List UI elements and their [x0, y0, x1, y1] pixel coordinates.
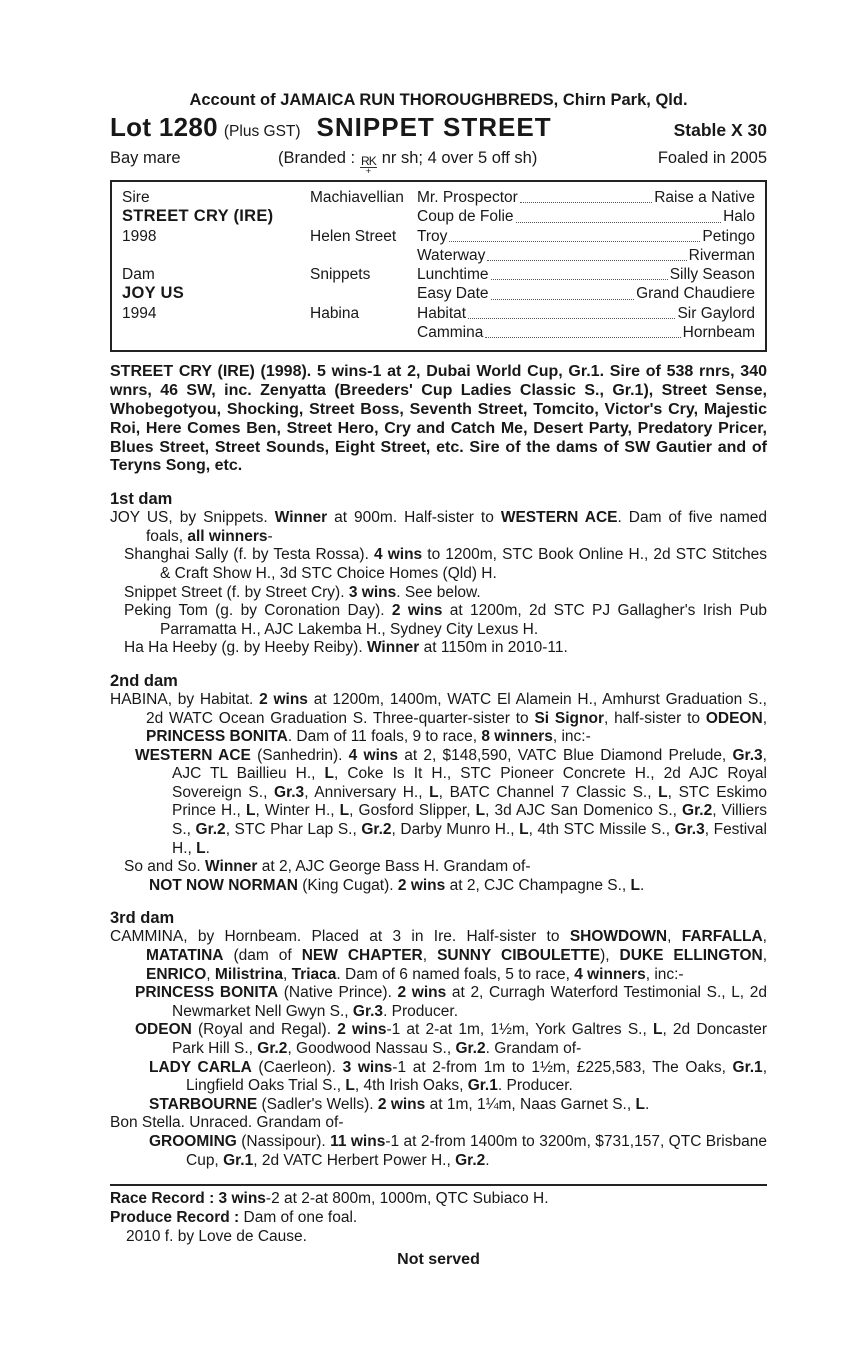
ancestor-name: Waterway [417, 246, 486, 264]
ancestor-sire: Halo [723, 208, 755, 226]
stable-number: Stable X 30 [673, 120, 767, 140]
sex-colour: Bay mare [110, 149, 181, 167]
brand-note [278, 148, 538, 176]
ancestor-name: Mr. Prospector [417, 189, 518, 206]
brand-symbol: + [365, 166, 372, 176]
grandchild-entry: GROOMING (Nassipour). 11 wins-1 at 2-from 1400m to 3200m, $731,157, QTC Brisbane Cup, Gr.1, 2d VATC Herbert Power H., Gr.2. [149, 1132, 767, 1169]
ancestor-name: Coup de Folie [417, 208, 514, 226]
lot-header [110, 112, 767, 143]
foaled-year: Foaled in 2005 [657, 149, 767, 167]
section-first-dam [110, 490, 767, 658]
section-heading: 1st dam [110, 490, 173, 509]
section-heading: 2nd dam [110, 671, 178, 690]
dam-name: JOY US [122, 284, 185, 303]
ancestor-name: Troy [417, 227, 448, 245]
sire-name: STREET CRY (IRE) [122, 207, 274, 226]
race-record: Race Record : 3 wins-2 at 2-at 800m, 1000m, QTC Subiaco H. [110, 1190, 549, 1208]
brand-prefix: (Branded : [278, 149, 356, 167]
dam-year: 1994 [122, 304, 157, 322]
dam-entry: CAMMINA, by Hornbeam. Placed at 3 in Ire. Half-sister to SHOWDOWN, FARFALLA, MATATINA (dam of NEW CHAPTER, SUNNY CIBOULETTE), DUKE ELLINGTON, ENRICO, Milistrina, Triaca. Dam of 6 named foals, 5 to race, 4 winners, inc:- [110, 928, 768, 983]
leader-dots [449, 241, 700, 242]
description-line [110, 148, 767, 176]
grandparent-row [417, 188, 755, 207]
ancestor-sire: Petingo [702, 227, 755, 245]
ancestor-sire: Silly Season [669, 266, 755, 284]
stakes-foal-entry: ODEON (Royal and Regal). 2 wins-1 at 2-at 1m, 1½m, York Galtres S., L, 2d Doncaster Park Hill S., Gr.2, Goodwood Nassau S., Gr.2. Grandam of- [135, 1021, 767, 1057]
ancestor-name: Habitat [417, 304, 467, 322]
foal-entry: Bon Stella. Unraced. Grandam of- [110, 1114, 344, 1132]
ancestor-sire: Raise a Native [654, 189, 755, 206]
foal-entry: Ha Ha Heeby (g. by Heeby Reiby). Winner at 1150m in 2010-11. [124, 639, 568, 657]
sire-dam: Helen Street [310, 227, 397, 245]
grandparent-row [417, 304, 755, 323]
brand-letters: RK [361, 154, 376, 168]
ancestor-sire: Riverman [688, 246, 755, 264]
ancestor-name: Easy Date [417, 285, 489, 303]
ancestor-sire: Sir Gaylord [677, 304, 755, 322]
foal-entry: Peking Tom (g. by Coronation Day). 2 wins at 1200m, 2d STC PJ Gallagher's Irish Pub Parramatta H., AJC Lakemba H., Sydney City Lexus H. [124, 602, 767, 638]
foal-entry: So and So. Winner at 2, AJC George Bass H. Grandam of- [124, 858, 531, 876]
ancestor-name: Lunchtime [417, 266, 489, 284]
foal-entry: Shanghai Sally (f. by Testa Rossa). 4 wins to 1200m, STC Book Online H., 2d STC Stitches & Craft Show H., 3d STC Choice Homes (Qld) H. [124, 546, 767, 582]
leader-dots [516, 222, 722, 223]
lot-number: Lot 1280 [110, 112, 218, 142]
service-status: Not served [397, 1250, 480, 1268]
leader-dots [487, 260, 686, 261]
dam-sire: Snippets [310, 266, 371, 284]
grandparent-row [417, 284, 755, 303]
grandchild-entry: NOT NOW NORMAN (King Cugat). 2 wins at 2, CJC Champagne S., L. [149, 876, 645, 894]
stakes-foal-entry: WESTERN ACE (Sanhedrin). 4 wins at 2, $148,590, VATC Blue Diamond Prelude, Gr.3, AJC TL Baillieu H., L, Coke Is It H., STC Pioneer Concrete H., 2d AJC Royal Sovereign S., Gr.3, Anniversary H., L, BATC Channel 7 Classic S., L, STC Eskimo Prince H., L, Winter H., L, Gosford Slipper, L, 3d AJC San Domenico S., Gr.2, Villiers S., Gr.2, STC Phar Lap S., Gr.2, Darby Munro H., L, 4th STC Missile S., Gr.3, Festival H., L. [135, 746, 768, 857]
produce-foal: 2010 f. by Love de Cause. [126, 1227, 307, 1245]
section-third-dam [110, 909, 767, 1170]
grandchild-entry: STARBOURNE (Sadler's Wells). 2 wins at 1m, 1¼m, Naas Garnet S., L. [149, 1095, 650, 1113]
dam-entry: JOY US, by Snippets. Winner at 900m. Half-sister to WESTERN ACE. Dam of five named foals, all winners- [110, 509, 767, 545]
dam-dam: Habina [310, 304, 360, 322]
grandparent-row [417, 323, 755, 342]
ancestor-sire: Hornbeam [682, 324, 755, 342]
grandparent-row [417, 246, 755, 265]
dam-role-label: Dam [122, 266, 155, 284]
sire-role-label: Sire [122, 189, 150, 206]
grandparent-row [417, 227, 755, 246]
grandparent-row [417, 265, 755, 284]
leader-dots [491, 279, 668, 280]
page-content [110, 0, 767, 1285]
grandparent-row [417, 207, 755, 226]
leader-dots [520, 202, 652, 203]
gst-note: (Plus GST) [223, 123, 301, 140]
brand-suffix: nr sh; 4 over 5 off sh) [381, 149, 538, 167]
leader-dots [491, 299, 635, 300]
ancestor-sire: Grand Chaudiere [636, 285, 755, 303]
stakes-foal-entry: PRINCESS BONITA (Native Prince). 2 wins at 2, Curragh Waterford Testimonial S., L, 2d Newmarket Nell Gwyn S., Gr.3. Producer. [135, 984, 767, 1020]
sire-sire: Machiavellian [310, 189, 404, 206]
dam-entry: HABINA, by Habitat. 2 wins at 1200m, 1400m, WATC El Alamein H., Amhurst Graduation S., 2d WATC Ocean Graduation S. Three-quarter-sister to Si Signor, half-sister to ODEON, PRINCESS BONITA. Dam of 11 foals, 9 to race, 8 winners, inc:- [110, 690, 767, 746]
sire-summary: STREET CRY (IRE) (1998). 5 wins-1 at 2, Dubai World Cup, Gr.1. Sire of 538 rnrs, 340 wnrs, 46 SW, inc. Zenyatta (Breeders' Cup Ladies Classic S., Gr.1), Street Sense, Whobegotyou, Shocking, Street Boss, Seventh Street, Tomcito, Victor's Cry, Majestic Roi, Here Comes Ben, Street Hero, Cry and Catch Me, Desert Party, Predatory Pricer, Blues Street, Street Sounds, Eight Street, etc. Sire of the dams of SW Gautier and of Teryns Song, etc. [110, 363, 767, 475]
divider-rule [110, 1184, 767, 1186]
section-second-dam [110, 672, 767, 896]
pedigree-table [110, 180, 767, 352]
section-heading: 3rd dam [110, 909, 175, 928]
produce-record: Produce Record : Dam of one foal. [110, 1208, 358, 1226]
leader-dots [468, 318, 675, 319]
ancestor-name: Cammina [417, 324, 484, 342]
brand-mark [360, 156, 377, 175]
grandchild-entry: LADY CARLA (Caerleon). 3 wins-1 at 2-from 1m to 1½m, £225,583, The Oaks, Gr.1, Lingfield Oaks Trial S., L, 4th Irish Oaks, Gr.1. Producer. [149, 1058, 767, 1095]
leader-dots [485, 337, 680, 338]
foal-entry: Snippet Street (f. by Street Cry). 3 wins. See below. [124, 583, 481, 601]
horse-name: SNIPPET STREET [316, 112, 552, 142]
sire-year: 1998 [122, 227, 157, 245]
account-line: Account of JAMAICA RUN THOROUGHBREDS, Chirn Park, Qld. [189, 91, 688, 109]
